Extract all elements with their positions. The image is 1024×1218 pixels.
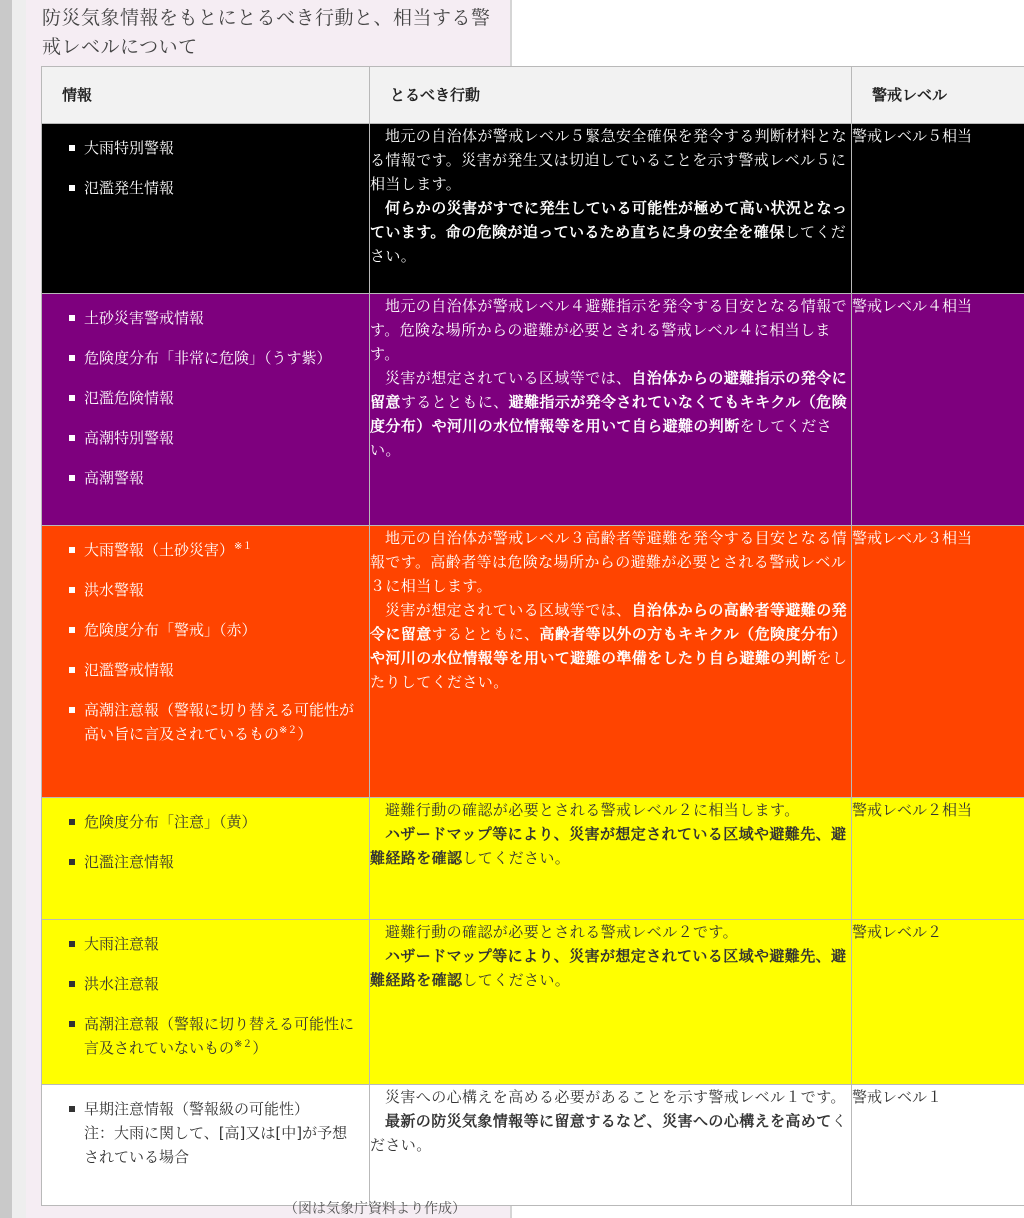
left-edge-bar <box>0 0 12 1218</box>
action-text: 避難行動の確認が必要とされる警戒レベル２に相当します。 <box>385 801 800 819</box>
level-cell: 警戒レベル３相当 <box>852 526 1024 798</box>
footnote-mark: ※１ <box>234 541 253 552</box>
table-row <box>42 920 1024 1085</box>
level-cell: 警戒レベル４相当 <box>852 294 1024 526</box>
list-item: 危険度分布「注意」（黄） <box>68 810 355 834</box>
action-emphasis: 災害が想定されている区域等では、自治体からの避難指示の発令に留意するとともに、避難指示が発令されていなくてもキキクル（危険度分布）や河川の水位情報等を用いて自ら避難の判断をしてください。 <box>370 369 848 459</box>
footnote-mark: ※２ <box>279 725 298 736</box>
table-row <box>42 124 1024 294</box>
list-item: 危険度分布「非常に危険」（うす紫） <box>68 346 355 370</box>
list-item: 大雨注意報 <box>68 932 355 956</box>
level-cell: 警戒レベル２ <box>852 920 1024 1085</box>
action-emphasis: 最新の防災気象情報等に留意するなど、災害への心構えを高めてください。 <box>370 1112 848 1154</box>
list-item: 氾濫警戒情報 <box>68 658 355 682</box>
action-emphasis: 災害が想定されている区域等では、自治体からの高齢者等避難の発令に留意するとともに、高齢者等以外の方もキキクル（危険度分布）や河川の水位情報等を用いて避難の準備をしたり自ら避難の判断をしたりしてください。 <box>370 601 848 691</box>
list-item: 高潮注意報（警報に切り替える可能性が高い旨に言及されているもの$^{※2}$） <box>68 698 355 746</box>
list-item: 洪水警報 <box>68 578 355 602</box>
action-text: 地元の自治体が警戒レベル５緊急安全確保を発令する判断材料となる情報です。災害が発生又は切迫していることを示す警戒レベル５に相当します。 <box>370 127 848 193</box>
list-item: 氾濫発生情報 <box>68 176 355 200</box>
info-cell <box>42 920 370 1085</box>
table-row <box>42 294 1024 526</box>
list-item: 土砂災害警戒情報 <box>68 306 355 330</box>
header-action: とるべき行動 <box>370 67 852 124</box>
info-note: 注：大雨に関して、[高]又は[中]が予想されている場合 <box>84 1124 348 1166</box>
header-info: 情報 <box>42 67 370 124</box>
list-item: 洪水注意報 <box>68 972 355 996</box>
list-item: 危険度分布「警戒」（赤） <box>68 618 355 642</box>
page-title: 防災気象情報をもとにとるべき行動と、相当する警戒レベルについて <box>42 7 491 58</box>
list-item: 高潮特別警報 <box>68 426 355 450</box>
action-cell <box>370 124 852 294</box>
action-emphasis: ハザードマップ等により、災害が想定されている区域や避難先、避難経路を確認してください。 <box>370 947 847 989</box>
action-cell <box>370 920 852 1085</box>
header-level: 警戒レベル <box>852 67 1024 124</box>
action-cell <box>370 294 852 526</box>
action-text: 避難行動の確認が必要とされる警戒レベル２です。 <box>385 923 739 941</box>
list-item: 氾濫危険情報 <box>68 386 355 410</box>
left-margin <box>12 0 26 1218</box>
info-cell <box>42 798 370 920</box>
action-cell <box>370 1085 852 1206</box>
action-emphasis: ハザードマップ等により、災害が想定されている区域や避難先、避難経路を確認してください。 <box>370 825 847 867</box>
level-cell: 警戒レベル２相当 <box>852 798 1024 920</box>
list-item: 高潮警報 <box>68 466 355 490</box>
table-row <box>42 1085 1024 1206</box>
info-cell <box>42 294 370 526</box>
list-item: 大雨警報（土砂災害）$^{※1}$ <box>68 538 355 562</box>
level-cell: 警戒レベル１ <box>852 1085 1024 1206</box>
level-cell: 警戒レベル５相当 <box>852 124 1024 294</box>
action-text: 地元の自治体が警戒レベル４避難指示を発令する目安となる情報です。危険な場所からの避難が必要とされる警戒レベル４に相当します。 <box>370 297 848 363</box>
info-cell <box>42 124 370 294</box>
list-item: 氾濫注意情報 <box>68 850 355 874</box>
info-cell <box>42 1085 370 1206</box>
list-item: 早期注意情報（警報級の可能性） 注：大雨に関して、[高]又は[中]が予想されている場合 <box>68 1097 355 1169</box>
action-emphasis: 何らかの災害がすでに発生している可能性が極めて高い状況となっています。命の危険が迫っているため直ちに身の安全を確保してください。 <box>370 199 848 265</box>
action-text: 地元の自治体が警戒レベル３高齢者等避難を発令する目安となる情報です。高齢者等は危険な場所からの避難が必要とされる警戒レベル３に相当します。 <box>370 529 848 595</box>
footnote-mark: ※２ <box>234 1039 253 1050</box>
action-cell <box>370 798 852 920</box>
list-item: 大雨特別警報 <box>68 136 355 160</box>
info-cell <box>42 526 370 798</box>
table-row <box>42 798 1024 920</box>
list-item: 高潮注意報（警報に切り替える可能性に言及されていないもの$^{※2}$） <box>68 1012 355 1060</box>
action-text: 災害への心構えを高める必要があることを示す警戒レベル１です。 <box>385 1088 846 1106</box>
table-header-row <box>42 67 1024 124</box>
warning-level-table <box>41 66 1024 1206</box>
action-cell <box>370 526 852 798</box>
figure-caption: （図は気象庁資料より作成） <box>284 1201 466 1217</box>
table-row <box>42 526 1024 798</box>
